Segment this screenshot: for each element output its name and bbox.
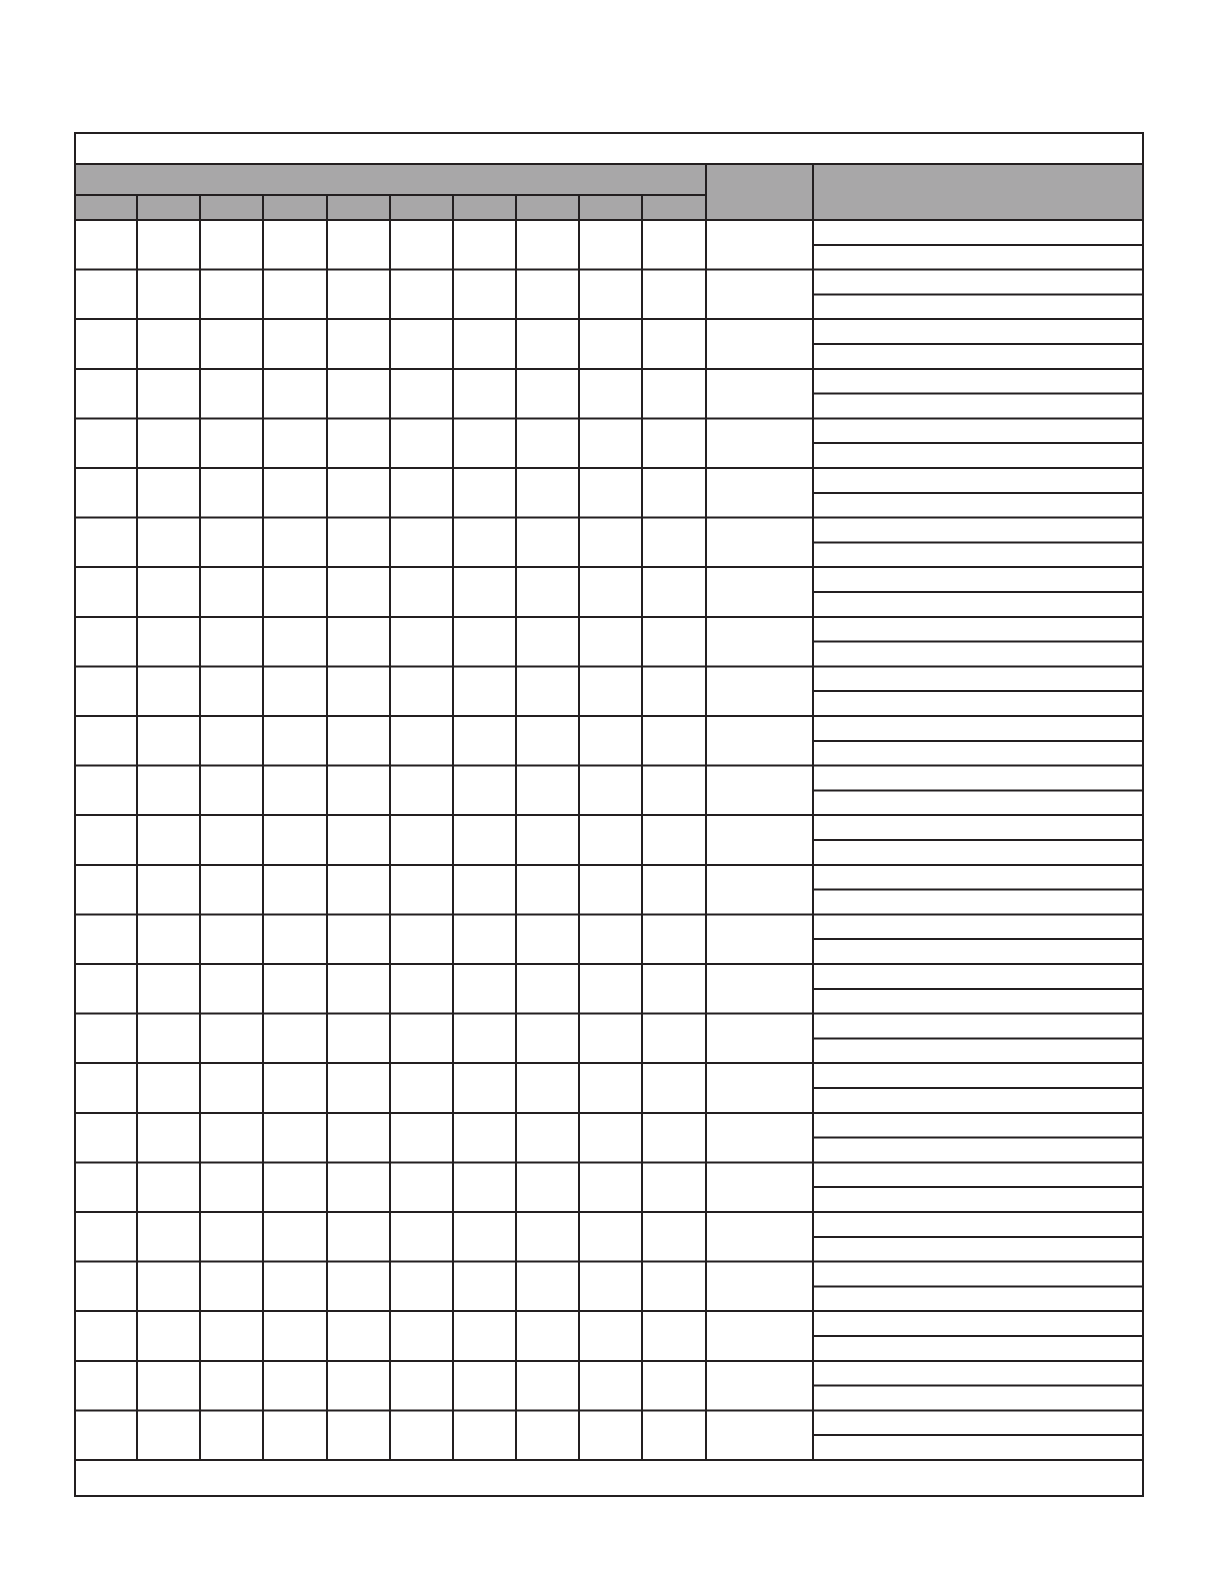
form-grid-lines	[75, 133, 1143, 1496]
header-column-11-cell	[706, 164, 813, 220]
header-band	[75, 164, 1143, 220]
header-column-12-cell	[813, 164, 1143, 220]
